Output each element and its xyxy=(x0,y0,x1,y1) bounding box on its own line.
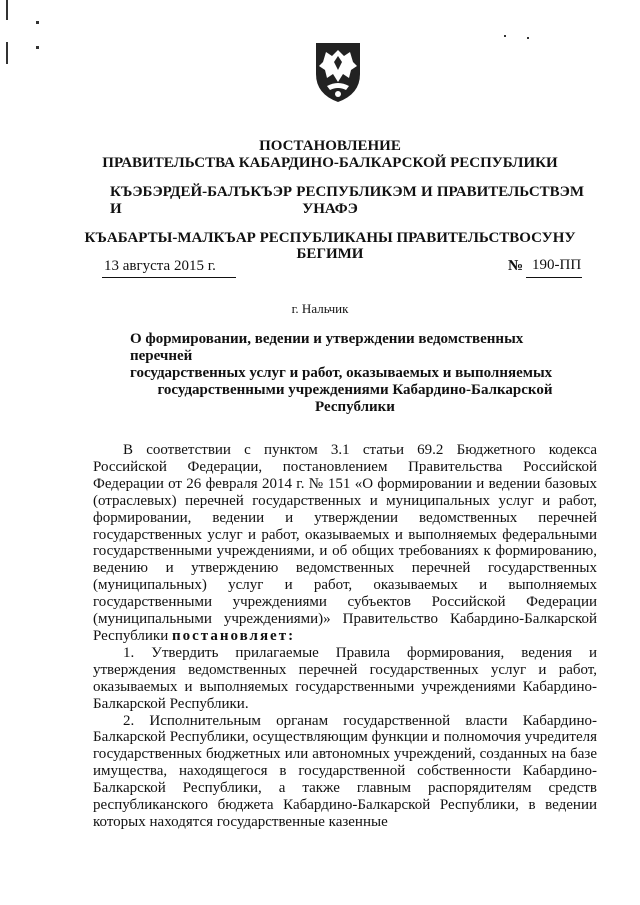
preamble-text: В соответствии с пунктом 3.1 статьи 69.2 Бюджетного кодекса Российской Федерации, постановлением Правительства Российской Федерации от 26 февраля 2014 г. № 151 «О формировании и ведении базовых (отраслевых) перечней государственных и муниципальных услуг и работ, формировании, ведении и утверждении ведомственных перечней государственных услуг и работ, оказываемых и выполняемых федеральными государственными учреждениями, и об общих требованиях к формированию, ведению и утверждению ведомственных перечней государственных (муниципальных) услуг и работ, оказываемых и выполняемых государственными учреждениями субъектов Российской Федерации (муниципальными учреждениями)» Правительство Кабардино-Балкарской Республики xyxy=(93,442,597,644)
number-sign: № xyxy=(508,258,524,274)
scan-mark xyxy=(527,37,529,39)
balkar-heading-cont: БЕГИМИ xyxy=(296,246,364,262)
government-heading: ПРАВИТЕЛЬСТВА КАБАРДИНО-БАЛКАРСКОЙ РЕСПУБЛИКИ xyxy=(102,155,558,171)
document-number: 190-ПП xyxy=(532,257,582,273)
coat-of-arms-emblem xyxy=(313,40,363,104)
resolves-keyword: постановляет: xyxy=(172,627,296,644)
city: г. Нальчик xyxy=(291,301,349,316)
balkar-heading: КЪАБАРТЫ-МАЛКЪАР РЕСПУБЛИКАНЫ ПРАВИТЕЛЬСТВОСУНУ xyxy=(84,230,576,246)
date-underline xyxy=(102,277,236,278)
scan-mark xyxy=(6,0,8,20)
kabardian-heading: КЪЭБЭРДЕЙ-БАЛЪКЪЭР РЕСПУБЛИКЭМ И ПРАВИТЕЛЬСТВЭМ И xyxy=(110,184,584,217)
number-underline xyxy=(526,277,582,278)
doc-type-heading: ПОСТАНОВЛЕНИЕ xyxy=(259,138,401,154)
clause-1: 1. Утвердить прилагаемые Правила формирования, ведения и утверждения ведомственных перечней государственных услуг и работ, оказываемых и выполняемых государственными учреждениями Кабардино-Балкарской Республики. xyxy=(93,644,597,712)
title-line: государственных услуг и работ, оказываемых и выполняемых xyxy=(130,365,553,381)
document-body xyxy=(93,442,597,831)
scan-mark xyxy=(6,42,8,64)
scan-mark xyxy=(36,21,39,24)
document-date: 13 августа 2015 г. xyxy=(104,258,216,274)
kabardian-heading-cont: УНАФЭ xyxy=(302,201,358,217)
clause-2: 2. Исполнительным органам государственной власти Кабардино-Балкарской Республики, осуществляющим функции и полномочия учредителя государственных бюджетных или автономных учреждений, созданных на базе имущества, находящегося в государственной собственности Кабардино-Балкарской Республики, а также главным распорядителям средств республиканского бюджета Кабардино-Балкарской Республики, в ведении которых находятся государственные казенные xyxy=(93,712,597,830)
title-line: О формировании, ведении и утверждении ведомственных перечней xyxy=(130,331,524,364)
title-line: государственными учреждениями Кабардино-Балкарской xyxy=(157,382,553,398)
scan-mark xyxy=(36,46,39,49)
title-line: Республики xyxy=(315,399,395,415)
preamble-paragraph xyxy=(93,442,597,645)
scan-mark xyxy=(504,35,506,37)
document-title xyxy=(130,331,580,416)
